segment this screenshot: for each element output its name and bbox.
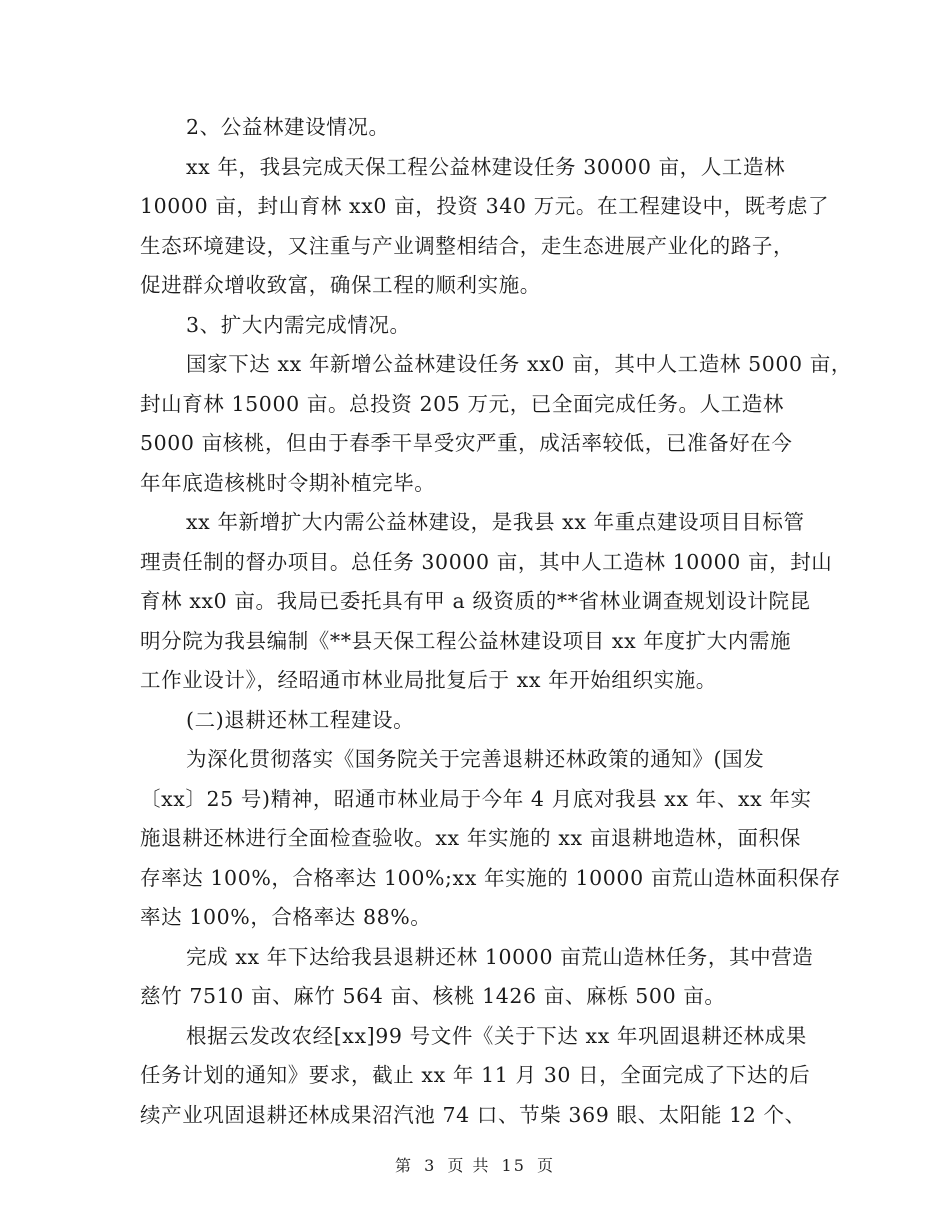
text-line: 工作业设计》，经昭通市林业局批复后于 xx 年开始组织实施。 — [140, 668, 717, 692]
footer-page-suffix: 页 — [537, 1156, 556, 1175]
footer-total-pages: 15 — [501, 1156, 526, 1175]
paragraph — [140, 148, 830, 306]
text-line: 理责任制的督办项目。总任务 30000 亩，其中人工造林 10000 亩，封山 — [140, 549, 833, 574]
text-line: 国家下达 xx 年新增公益林建设任务 xx0 亩，其中人工造林 5000 亩， — [186, 352, 852, 376]
text-line: 年年底造核桃时令期补植完毕。 — [140, 470, 436, 495]
text-line: 根据云发改农经[xx]99 号文件《关于下达 xx 年巩固退耕还林成果 — [186, 1023, 807, 1048]
text-line: 任务计划的通知》要求，截止 xx 年 11 月 30 日，全面完成了下达的后 — [140, 1063, 811, 1087]
text-line: xx 年，我县完成天保工程公益林建设任务 30000 亩，人工造林 — [186, 154, 786, 179]
footer-page-middle: 页 共 — [447, 1156, 491, 1175]
page-footer — [0, 1153, 950, 1176]
text-line: 存率达 100%，合格率达 100%;xx 年实施的 10000 亩荒山造林面积保存 — [140, 865, 841, 890]
paragraph — [140, 740, 841, 938]
text-line: 10000 亩，封山育林 xx0 亩，投资 340 万元。在工程建设中，既考虑了 — [140, 194, 830, 218]
text-line: 育林 xx0 亩。我局已委托具有甲 a 级资质的**省林业调查规划设计院昆 — [140, 589, 811, 613]
footer-page-number: 3 — [424, 1156, 437, 1175]
paragraph — [140, 701, 830, 741]
text-line: 明分院为我县编制《**县天保工程公益林建设项目 xx 年度扩大内需施 — [140, 628, 792, 653]
paragraph — [140, 345, 852, 503]
text-line: 2、公益林建设情况。 — [186, 115, 390, 139]
paragraph — [140, 1017, 830, 1136]
text-line: 施退耕还林进行全面检查验收。xx 年实施的 xx 亩退耕地造林，面积保 — [140, 826, 801, 850]
text-line: 完成 xx 年下达给我县退耕还林 10000 亩荒山造林任务，其中营造 — [186, 944, 814, 969]
footer-page-prefix: 第 — [394, 1156, 413, 1175]
document-body — [140, 108, 852, 1135]
paragraph — [140, 108, 830, 148]
text-line: 生态环境建设，又注重与产业调整相结合，走生态进展产业化的路子， — [140, 233, 795, 258]
text-line: 为深化贯彻落实《国务院关于完善退耕还林政策的通知》(国发 — [186, 747, 765, 771]
text-line: 3、扩大内需完成情况。 — [186, 312, 411, 337]
text-line: 续产业巩固退耕还林成果沼汽池 74 口、节柴 369 眼、太阳能 12 个、 — [140, 1102, 806, 1127]
text-line: 5000 亩核桃，但由于春季干旱受灾严重，成活率较低，已准备好在今 — [140, 431, 793, 455]
text-line: 促进群众增收致富，确保工程的顺利实施。 — [140, 273, 541, 297]
paragraph — [140, 503, 833, 701]
text-line: 封山育林 15000 亩。总投资 205 万元，已全面完成任务。人工造林 — [140, 391, 785, 416]
text-line: (二)退耕还林工程建设。 — [186, 707, 415, 732]
text-line: 〔xx〕25 号)精神，昭通市林业局于今年 4 月底对我县 xx 年、xx 年实 — [140, 786, 812, 811]
text-line: xx 年新增扩大内需公益林建设，是我县 xx 年重点建设项目目标管 — [186, 510, 805, 534]
text-line: 慈竹 7510 亩、麻竹 564 亩、核桃 1426 亩、麻栎 500 亩。 — [140, 984, 726, 1008]
paragraph — [140, 306, 830, 346]
text-line: 率达 100%，合格率达 88%。 — [140, 905, 432, 929]
paragraph — [140, 938, 830, 1017]
